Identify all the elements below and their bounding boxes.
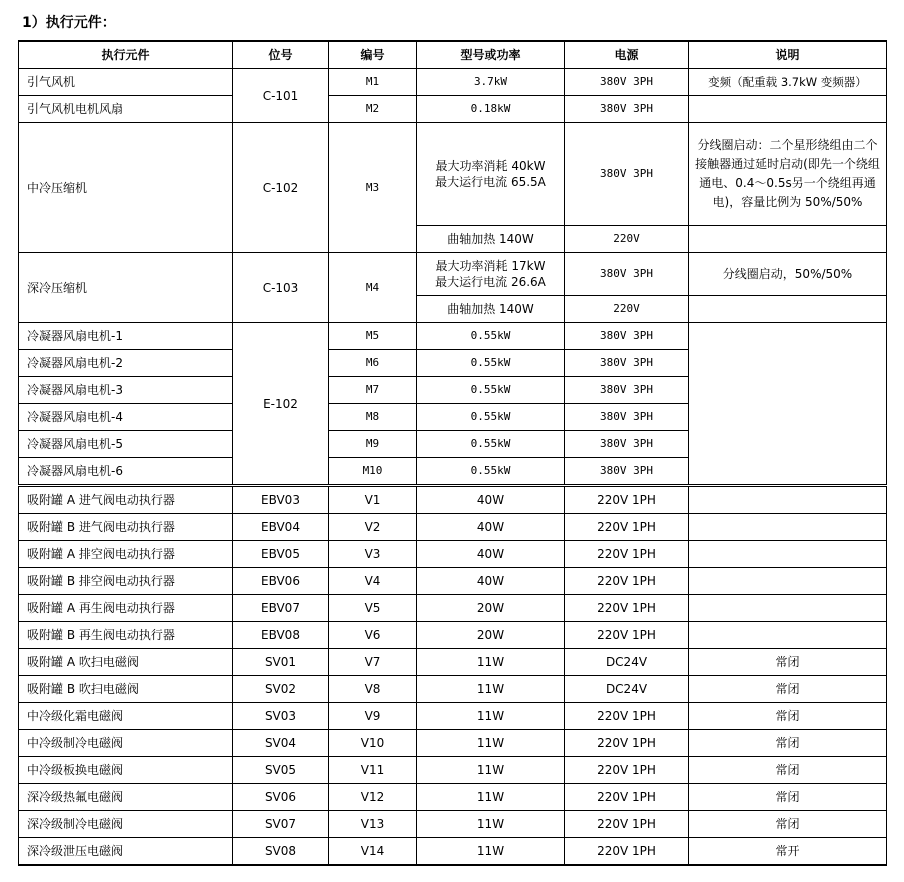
cell-supply: 380V 3PH bbox=[565, 323, 689, 350]
cell-supply: 220V 1PH bbox=[565, 811, 689, 838]
cell-note: 常闭 bbox=[689, 730, 887, 757]
table-header-row bbox=[19, 41, 887, 69]
cell-note bbox=[689, 96, 887, 123]
cell-supply: 380V 3PH bbox=[565, 253, 689, 296]
cell-note bbox=[689, 622, 887, 649]
cell-name: 引气风机 bbox=[19, 69, 233, 96]
cell-note bbox=[689, 323, 887, 486]
cell-note: 变频（配重载 3.7kW 变频器） bbox=[689, 69, 887, 96]
cell-note: 常闭 bbox=[689, 703, 887, 730]
cell-note bbox=[689, 595, 887, 622]
table-row bbox=[19, 757, 887, 784]
cell-supply: 380V 3PH bbox=[565, 458, 689, 486]
header-note: 说明 bbox=[689, 41, 887, 69]
cell-code: M9 bbox=[329, 431, 417, 458]
cell-supply: 380V 3PH bbox=[565, 123, 689, 226]
cell-tag: C-102 bbox=[233, 123, 329, 253]
cell-supply: 380V 3PH bbox=[565, 431, 689, 458]
actuator-table bbox=[18, 40, 887, 866]
cell-code: V14 bbox=[329, 838, 417, 866]
cell-code: V12 bbox=[329, 784, 417, 811]
power-line: 最大运行电流 26.6A bbox=[435, 275, 546, 289]
cell-tag: EBV08 bbox=[233, 622, 329, 649]
table-row bbox=[19, 649, 887, 676]
cell-code: V10 bbox=[329, 730, 417, 757]
cell-code: V3 bbox=[329, 541, 417, 568]
cell-note bbox=[689, 226, 887, 253]
cell-note bbox=[689, 541, 887, 568]
cell-tag: EBV06 bbox=[233, 568, 329, 595]
cell-power: 曲轴加热 140W bbox=[417, 296, 565, 323]
cell-code: M10 bbox=[329, 458, 417, 486]
cell-power: 20W bbox=[417, 595, 565, 622]
cell-name: 吸附罐 B 进气阀电动执行器 bbox=[19, 514, 233, 541]
cell-tag: EBV07 bbox=[233, 595, 329, 622]
table-row bbox=[19, 514, 887, 541]
cell-note: 常闭 bbox=[689, 757, 887, 784]
section-heading: 1）执行元件： bbox=[22, 15, 116, 31]
cell-name: 中冷级板换电磁阀 bbox=[19, 757, 233, 784]
table-row bbox=[19, 253, 887, 296]
cell-code: M2 bbox=[329, 96, 417, 123]
cell-name: 冷凝器风扇电机-4 bbox=[19, 404, 233, 431]
cell-name: 吸附罐 A 吹扫电磁阀 bbox=[19, 649, 233, 676]
cell-supply: 220V 1PH bbox=[565, 838, 689, 866]
cell-code: M3 bbox=[329, 123, 417, 253]
table-row bbox=[19, 486, 887, 514]
cell-code: V8 bbox=[329, 676, 417, 703]
cell-code: M5 bbox=[329, 323, 417, 350]
cell-power bbox=[417, 253, 565, 296]
cell-supply: 220V 1PH bbox=[565, 568, 689, 595]
cell-supply: 220V 1PH bbox=[565, 541, 689, 568]
cell-note bbox=[689, 486, 887, 514]
table-row bbox=[19, 323, 887, 350]
cell-supply: 220V 1PH bbox=[565, 703, 689, 730]
cell-supply: 220V bbox=[565, 226, 689, 253]
header-tag: 位号 bbox=[233, 41, 329, 69]
cell-power: 11W bbox=[417, 757, 565, 784]
cell-note bbox=[689, 568, 887, 595]
cell-name: 中冷级制冷电磁阀 bbox=[19, 730, 233, 757]
table-row bbox=[19, 838, 887, 866]
cell-name: 吸附罐 A 进气阀电动执行器 bbox=[19, 486, 233, 514]
cell-name: 深冷级热氟电磁阀 bbox=[19, 784, 233, 811]
cell-power: 0.18kW bbox=[417, 96, 565, 123]
cell-power: 11W bbox=[417, 838, 565, 866]
cell-note: 常闭 bbox=[689, 784, 887, 811]
cell-name: 冷凝器风扇电机-3 bbox=[19, 377, 233, 404]
table-row bbox=[19, 69, 887, 96]
cell-code: V2 bbox=[329, 514, 417, 541]
cell-power: 0.55kW bbox=[417, 458, 565, 486]
cell-power: 40W bbox=[417, 541, 565, 568]
cell-code: M4 bbox=[329, 253, 417, 323]
cell-tag: SV01 bbox=[233, 649, 329, 676]
cell-note: 常开 bbox=[689, 838, 887, 866]
cell-name: 吸附罐 B 排空阀电动执行器 bbox=[19, 568, 233, 595]
cell-power: 40W bbox=[417, 514, 565, 541]
cell-power: 40W bbox=[417, 568, 565, 595]
cell-supply: 380V 3PH bbox=[565, 377, 689, 404]
table-row bbox=[19, 568, 887, 595]
table-row bbox=[19, 96, 887, 123]
table-row bbox=[19, 123, 887, 226]
cell-name: 深冷级泄压电磁阀 bbox=[19, 838, 233, 866]
cell-name: 冷凝器风扇电机-2 bbox=[19, 350, 233, 377]
cell-power: 0.55kW bbox=[417, 431, 565, 458]
cell-note: 常闭 bbox=[689, 811, 887, 838]
cell-name: 深冷级制冷电磁阀 bbox=[19, 811, 233, 838]
cell-power bbox=[417, 123, 565, 226]
cell-tag: SV02 bbox=[233, 676, 329, 703]
cell-tag: EBV05 bbox=[233, 541, 329, 568]
cell-name: 吸附罐 A 再生阀电动执行器 bbox=[19, 595, 233, 622]
table-row bbox=[19, 595, 887, 622]
cell-tag: EBV03 bbox=[233, 486, 329, 514]
cell-supply: 380V 3PH bbox=[565, 350, 689, 377]
cell-supply: 220V 1PH bbox=[565, 784, 689, 811]
cell-name: 冷凝器风扇电机-1 bbox=[19, 323, 233, 350]
cell-code: M7 bbox=[329, 377, 417, 404]
cell-tag: SV07 bbox=[233, 811, 329, 838]
cell-power: 11W bbox=[417, 676, 565, 703]
cell-supply: DC24V bbox=[565, 676, 689, 703]
cell-name: 引气风机电机风扇 bbox=[19, 96, 233, 123]
table-row bbox=[19, 622, 887, 649]
cell-power: 40W bbox=[417, 486, 565, 514]
cell-code: M6 bbox=[329, 350, 417, 377]
cell-tag: C-101 bbox=[233, 69, 329, 123]
cell-tag: C-103 bbox=[233, 253, 329, 323]
cell-code: V5 bbox=[329, 595, 417, 622]
cell-note: 常闭 bbox=[689, 676, 887, 703]
cell-code: V1 bbox=[329, 486, 417, 514]
table-row bbox=[19, 541, 887, 568]
cell-code: V7 bbox=[329, 649, 417, 676]
cell-name: 吸附罐 B 吹扫电磁阀 bbox=[19, 676, 233, 703]
cell-power: 曲轴加热 140W bbox=[417, 226, 565, 253]
cell-power: 0.55kW bbox=[417, 350, 565, 377]
cell-note bbox=[689, 514, 887, 541]
cell-tag: SV06 bbox=[233, 784, 329, 811]
cell-code: V6 bbox=[329, 622, 417, 649]
cell-code: M1 bbox=[329, 69, 417, 96]
cell-tag: SV04 bbox=[233, 730, 329, 757]
cell-supply: 380V 3PH bbox=[565, 96, 689, 123]
cell-supply: 380V 3PH bbox=[565, 404, 689, 431]
cell-power: 11W bbox=[417, 649, 565, 676]
header-power: 型号或功率 bbox=[417, 41, 565, 69]
power-line: 最大运行电流 65.5A bbox=[435, 175, 546, 189]
cell-code: V11 bbox=[329, 757, 417, 784]
cell-note bbox=[689, 296, 887, 323]
cell-name: 中冷压缩机 bbox=[19, 123, 233, 253]
table-row bbox=[19, 811, 887, 838]
header-code: 编号 bbox=[329, 41, 417, 69]
header-actuator: 执行元件 bbox=[19, 41, 233, 69]
cell-name: 吸附罐 B 再生阀电动执行器 bbox=[19, 622, 233, 649]
cell-power: 11W bbox=[417, 703, 565, 730]
cell-code: V9 bbox=[329, 703, 417, 730]
cell-power: 11W bbox=[417, 730, 565, 757]
cell-tag: EBV04 bbox=[233, 514, 329, 541]
power-line: 最大功率消耗 40kW bbox=[435, 159, 546, 173]
cell-supply: 220V 1PH bbox=[565, 595, 689, 622]
cell-name: 深冷压缩机 bbox=[19, 253, 233, 323]
cell-tag: SV05 bbox=[233, 757, 329, 784]
cell-power: 11W bbox=[417, 811, 565, 838]
cell-name: 冷凝器风扇电机-5 bbox=[19, 431, 233, 458]
cell-power: 0.55kW bbox=[417, 323, 565, 350]
cell-name: 中冷级化霜电磁阀 bbox=[19, 703, 233, 730]
cell-code: V13 bbox=[329, 811, 417, 838]
cell-power: 0.55kW bbox=[417, 377, 565, 404]
cell-supply: 380V 3PH bbox=[565, 69, 689, 96]
cell-power: 3.7kW bbox=[417, 69, 565, 96]
cell-name: 冷凝器风扇电机-6 bbox=[19, 458, 233, 486]
table-row bbox=[19, 703, 887, 730]
cell-supply: 220V 1PH bbox=[565, 622, 689, 649]
cell-name: 吸附罐 A 排空阀电动执行器 bbox=[19, 541, 233, 568]
cell-supply: 220V 1PH bbox=[565, 486, 689, 514]
cell-power: 20W bbox=[417, 622, 565, 649]
table-row bbox=[19, 784, 887, 811]
cell-supply: DC24V bbox=[565, 649, 689, 676]
header-supply: 电源 bbox=[565, 41, 689, 69]
cell-power: 11W bbox=[417, 784, 565, 811]
table-row bbox=[19, 676, 887, 703]
cell-power: 0.55kW bbox=[417, 404, 565, 431]
cell-supply: 220V bbox=[565, 296, 689, 323]
cell-note: 常闭 bbox=[689, 649, 887, 676]
cell-tag: SV08 bbox=[233, 838, 329, 866]
power-line: 最大功率消耗 17kW bbox=[435, 259, 546, 273]
cell-note: 分线圈启动，50%/50% bbox=[689, 253, 887, 296]
cell-note: 分线圈启动：二个星形绕组由二个接触器通过延时启动(即先一个绕组通电、0.4～0.5s另一个绕组再通电)，容量比例为 50%/50% bbox=[689, 123, 887, 226]
cell-tag: E-102 bbox=[233, 323, 329, 486]
cell-supply: 220V 1PH bbox=[565, 514, 689, 541]
cell-code: V4 bbox=[329, 568, 417, 595]
cell-supply: 220V 1PH bbox=[565, 730, 689, 757]
cell-code: M8 bbox=[329, 404, 417, 431]
cell-tag: SV03 bbox=[233, 703, 329, 730]
cell-supply: 220V 1PH bbox=[565, 757, 689, 784]
table-row bbox=[19, 730, 887, 757]
valve-section bbox=[19, 486, 887, 866]
